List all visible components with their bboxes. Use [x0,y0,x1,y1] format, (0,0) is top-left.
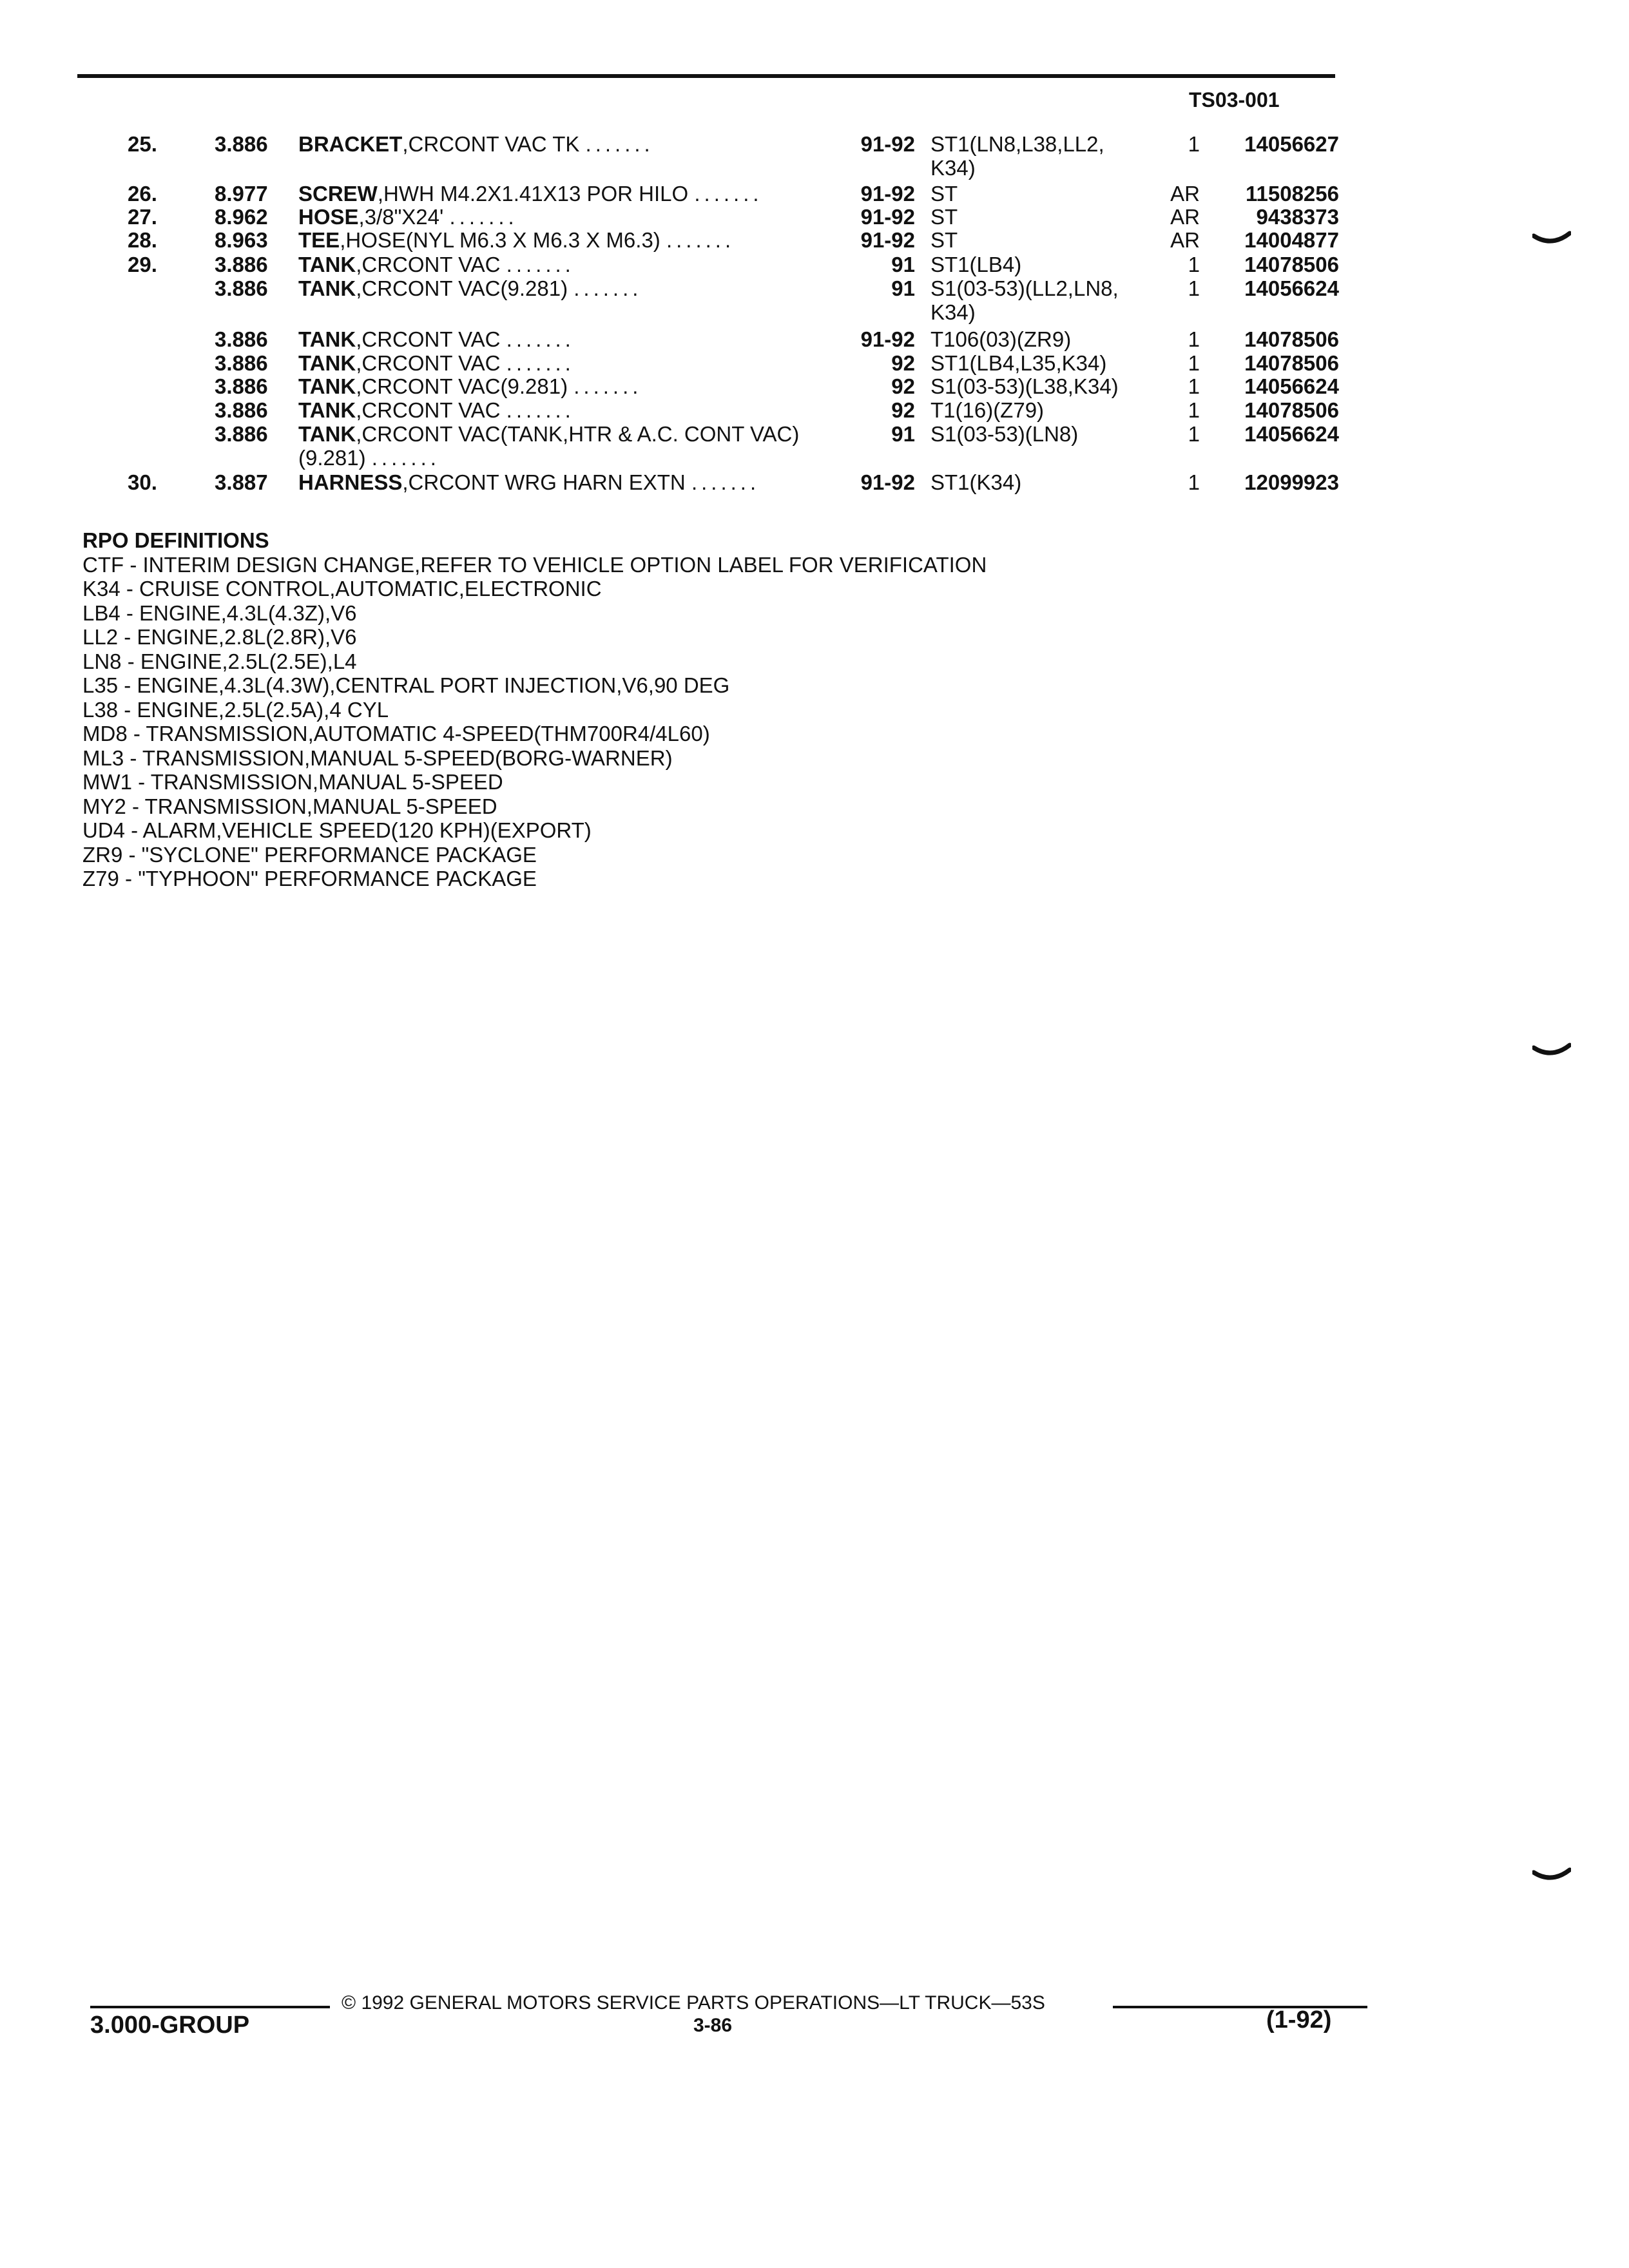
quantity: AR [1170,228,1200,252]
usage-code: T1(16)(Z79) [930,398,1045,422]
part-detail: ,CRCONT VAC(9.281) [356,276,568,300]
quantity: 1 [1188,327,1200,351]
rpo-title: RPO DEFINITIONS [82,528,269,552]
group-number: 3.886 [215,276,268,300]
part-detail: ,CRCONT VAC(9.281) [356,374,568,398]
part-detail: ,CRCONT VAC(TANK,HTR & A.C. CONT VAC)(9.281) [298,422,800,470]
rpo-item: Z79 - "TYPHOON" PERFORMANCE PACKAGE [82,867,537,890]
dot-leader: ....... [371,446,440,470]
model-years: 91-92 [860,228,915,252]
part-description [298,351,836,375]
item-number: 29. [128,253,157,276]
quantity: 1 [1188,422,1200,446]
rpo-item: MD8 - TRANSMISSION,AUTOMATIC 4-SPEED(THM700R4/4L60) [82,722,710,745]
model-years: 91 [891,276,915,300]
quantity: 1 [1188,276,1200,300]
reference-code: TS03-001 [1189,88,1280,111]
dot-leader: ....... [506,398,575,422]
part-number: 14078506 [1244,253,1339,276]
part-description [298,374,836,398]
usage-code: ST [930,205,958,229]
part-number: 14056624 [1244,276,1339,300]
model-years: 91 [891,422,915,446]
group-number: 3.886 [215,253,268,276]
part-description [298,470,836,494]
model-years: 91-92 [860,132,915,156]
part-name: TEE [298,228,340,252]
quantity: AR [1170,205,1200,229]
binder-hole-mark [1532,1867,1571,1887]
part-name: HOSE [298,205,359,229]
part-name: BRACKET [298,132,403,156]
page-number: 3-86 [693,2015,733,2036]
copyright-notice: © 1992 GENERAL MOTORS SERVICE PARTS OPERATIONS—LT TRUCK—53S [342,1992,1045,2013]
model-years: 92 [891,374,915,398]
rpo-item: CTF - INTERIM DESIGN CHANGE,REFER TO VEHICLE OPTION LABEL FOR VERIFICATION [82,552,987,577]
rpo-item: ZR9 - "SYCLONE" PERFORMANCE PACKAGE [82,842,537,867]
part-description [298,398,836,422]
part-detail: ,HOSE(NYL M6.3 X M6.3 X M6.3) [340,228,660,252]
binder-hole-mark [1532,231,1571,250]
footer-rule-left [90,2006,330,2008]
dot-leader: ....... [691,470,760,494]
revision-date: (1-92) [1266,2006,1332,2033]
part-description [298,327,836,351]
quantity: 1 [1188,132,1200,156]
group-label: 3.000-GROUP [90,2012,250,2039]
part-name: SCREW [298,182,378,206]
part-detail: ,CRCONT VAC [356,398,501,422]
model-years: 92 [891,398,915,422]
usage-code: ST [930,182,958,206]
part-number: 14078506 [1244,398,1339,422]
part-name: TANK [298,253,356,276]
part-name: TANK [298,398,356,422]
model-years: 91-92 [860,470,915,494]
model-years: 91-92 [860,205,915,229]
rpo-item: LB4 - ENGINE,4.3L(4.3Z),V6 [82,601,357,625]
part-detail: ,CRCONT VAC [356,351,501,375]
group-number: 3.886 [215,374,268,398]
rpo-item: L38 - ENGINE,2.5L(2.5A),4 CYL [82,697,389,722]
item-number: 27. [128,205,157,229]
part-number: 14078506 [1244,351,1339,375]
dot-leader: ....... [585,132,654,156]
part-number: 14056624 [1244,374,1339,398]
quantity: AR [1170,182,1200,206]
dot-leader: ....... [694,182,763,206]
part-name: TANK [298,351,356,375]
item-number: 25. [128,132,157,156]
group-number: 3.886 [215,422,268,446]
group-number: 8.962 [215,205,268,229]
quantity: 1 [1188,470,1200,494]
item-number: 28. [128,228,157,252]
usage-code: S1(03-53)(L38,K34) [930,374,1119,398]
model-years: 91 [891,253,915,276]
dot-leader: ....... [506,253,575,276]
model-years: 91-92 [860,182,915,206]
group-number: 3.886 [215,398,268,422]
part-description [298,276,836,300]
part-name: TANK [298,276,356,300]
part-description [298,205,836,229]
quantity: 1 [1188,253,1200,276]
group-number: 3.886 [215,327,268,351]
part-name: HARNESS [298,470,403,494]
part-number: 9438373 [1256,205,1339,229]
rpo-item: LL2 - ENGINE,2.8L(2.8R),V6 [82,625,357,649]
group-number: 8.977 [215,182,268,206]
part-number: 14078506 [1244,327,1339,351]
group-number: 3.886 [215,132,268,156]
part-detail: ,HWH M4.2X1.41X13 POR HILO [377,182,689,206]
group-number: 3.887 [215,470,268,494]
rpo-item: LN8 - ENGINE,2.5L(2.5E),L4 [82,649,357,673]
group-number: 3.886 [215,351,268,375]
part-detail: ,3/8"X24' [358,205,444,229]
dot-leader: ....... [449,205,518,229]
usage-code: S1(03-53)(LL2,LN8, K34) [930,276,1119,324]
quantity: 1 [1188,398,1200,422]
dot-leader: ....... [574,276,642,300]
dot-leader: ....... [574,374,642,398]
usage-code: ST1(LB4) [930,253,1022,276]
quantity: 1 [1188,351,1200,375]
part-name: TANK [298,422,356,446]
binder-hole-mark [1532,1043,1571,1062]
item-number: 26. [128,182,157,206]
part-description [298,228,836,252]
part-detail: ,CRCONT VAC TK [402,132,580,156]
group-number: 8.963 [215,228,268,252]
item-number: 30. [128,470,157,494]
part-detail: ,CRCONT VAC [356,327,501,351]
rpo-item: MY2 - TRANSMISSION,MANUAL 5-SPEED [82,794,497,818]
dot-leader: ....... [506,351,575,375]
usage-code: T106(03)(ZR9) [930,327,1072,351]
part-number: 14004877 [1244,228,1339,252]
part-number: 11508256 [1245,182,1339,206]
rpo-item: L35 - ENGINE,4.3L(4.3W),CENTRAL PORT INJECTION,V6,90 DEG [82,673,730,697]
part-detail: ,CRCONT VAC [356,253,501,276]
dot-leader: ....... [666,228,735,252]
part-description [298,422,836,470]
model-years: 91-92 [860,327,915,351]
usage-code: ST [930,228,958,252]
top-rule [77,74,1335,78]
usage-code: S1(03-53)(LN8) [930,422,1079,446]
part-number: 14056627 [1244,132,1339,156]
usage-code: ST1(LB4,L35,K34) [930,351,1107,375]
part-description [298,253,836,276]
part-number: 12099923 [1244,470,1339,494]
part-name: TANK [298,327,356,351]
model-years: 92 [891,351,915,375]
quantity: 1 [1188,374,1200,398]
part-detail: ,CRCONT WRG HARN EXTN [402,470,686,494]
dot-leader: ....... [506,327,575,351]
rpo-item: K34 - CRUISE CONTROL,AUTOMATIC,ELECTRONIC [82,577,602,601]
usage-code: ST1(K34) [930,470,1022,494]
rpo-item: ML3 - TRANSMISSION,MANUAL 5-SPEED(BORG-WARNER) [82,745,673,770]
rpo-item: MW1 - TRANSMISSION,MANUAL 5-SPEED [82,770,503,794]
part-number: 14056624 [1244,422,1339,446]
rpo-definitions [82,528,987,891]
rpo-item: UD4 - ALARM,VEHICLE SPEED(120 KPH)(EXPORT) [82,818,592,842]
part-description [298,132,836,156]
part-description [298,182,836,206]
usage-code: ST1(LN8,L38,LL2, K34) [930,132,1104,180]
part-name: TANK [298,374,356,398]
